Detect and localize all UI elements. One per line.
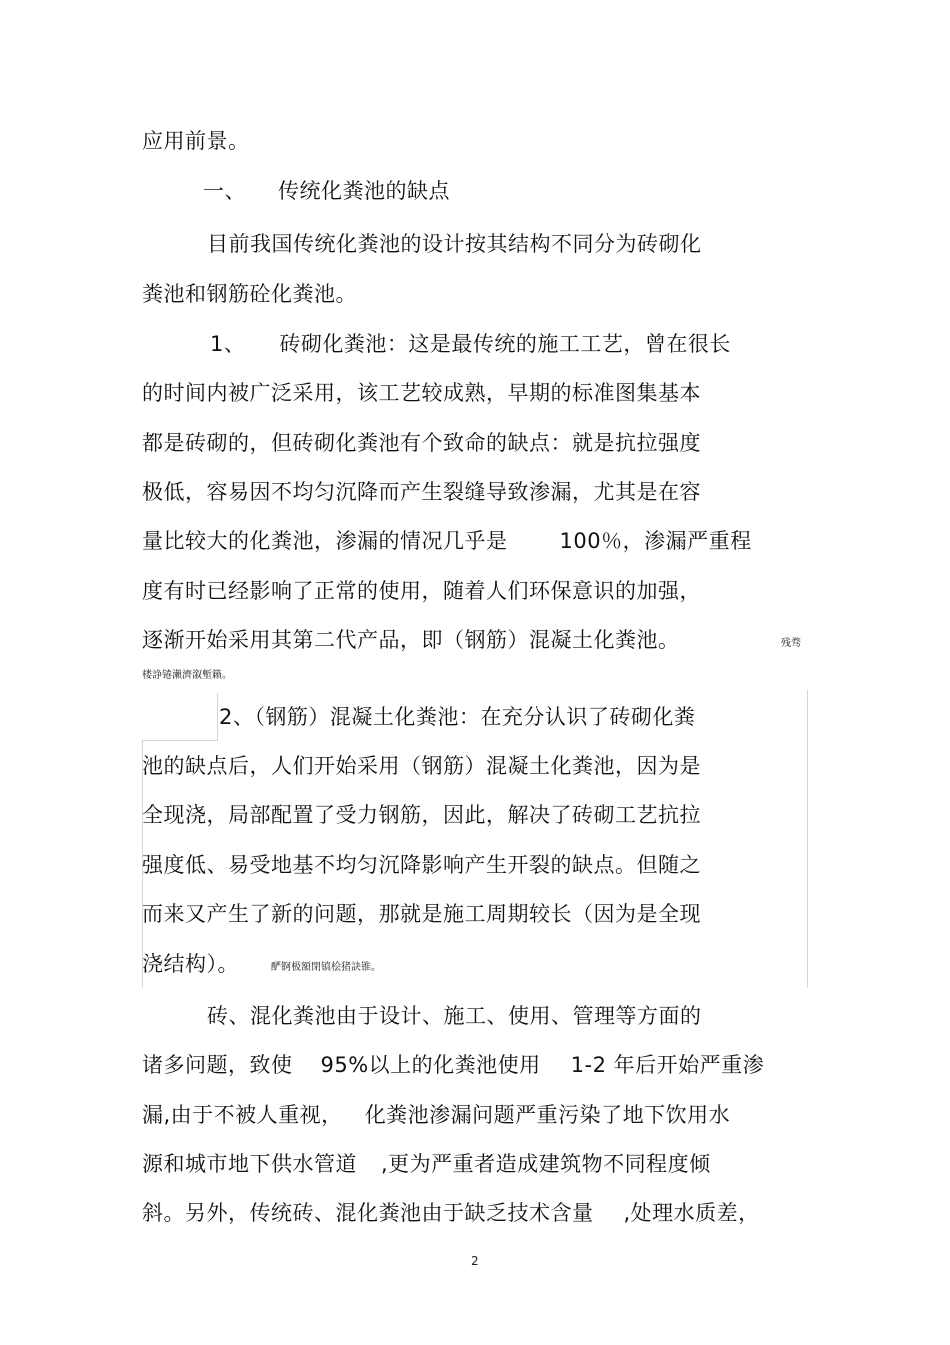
list-item-text: 砖砌化粪池：这是最传统的施工工艺，曾在很长: [279, 332, 731, 356]
paragraph-line: [142, 528, 752, 554]
paragraph-text: 100％，渗漏严重程: [559, 529, 752, 553]
paragraph-line: [142, 1052, 764, 1078]
paragraph-line: 的时间内被广泛采用，该工艺较成熟，早期的标准图集基本: [142, 381, 701, 405]
paragraph-text: 化粪池渗漏问题严重污染了地下饮用水: [364, 1103, 731, 1127]
box-border: [142, 740, 218, 741]
paragraph-line: [142, 1200, 760, 1226]
paragraph-line: 强度低、易受地基不均匀沉降影响产生开裂的缺点。但随之: [142, 853, 701, 877]
paragraph-line: 而来又产生了新的问题，那就是施工周期较长（因为是全现: [142, 902, 701, 926]
watermark-text: 残骛: [781, 638, 801, 649]
paragraph-line: 极低，容易因不均匀沉降而产生裂缝导致渗漏，尤其是在容: [142, 480, 701, 504]
paragraph-line: [142, 1102, 730, 1128]
paragraph-line: 砖、混化粪池由于设计、施工、使用、管理等方面的: [207, 1004, 702, 1028]
paragraph-text: 诸多问题，致使: [142, 1053, 293, 1077]
section-title: 传统化粪池的缺点: [278, 179, 450, 203]
paragraph-text: ,处理水质差，: [623, 1201, 760, 1225]
section-heading: [203, 178, 450, 204]
paragraph-text: 漏,由于不被人重视，: [142, 1103, 343, 1127]
box-border: [217, 693, 218, 741]
paragraph-line: 浇结构）。: [142, 952, 239, 976]
list-item-number: 1、: [210, 332, 246, 356]
paragraph-line: [142, 1151, 711, 1177]
paragraph-text: ,更为严重者造成建筑物不同程度倾: [381, 1152, 711, 1176]
list-item-text: （钢筋）混凝土化粪池：在充分认识了砖砌化粪: [254, 705, 696, 729]
paragraph-line: 度有时已经影响了正常的使用，随着人们环保意识的加强，: [142, 579, 701, 603]
paragraph-text: 1-2 年后开始严重渗: [570, 1053, 765, 1077]
watermark-text: 楼諍锩瀨濟溆塹籟。: [142, 670, 232, 681]
paragraph-line: 粪池和钢筋砼化粪池。: [142, 282, 357, 306]
section-number: 一、: [203, 179, 246, 203]
watermark-text: 酽锕极額閉镇桧猪訣锥。: [271, 962, 381, 973]
paragraph-text: 量比较大的化粪池，渗漏的情况几乎是: [142, 529, 508, 553]
paragraph-text: 95%以上的化粪池使用: [320, 1053, 541, 1077]
paragraph-line: 应用前景。: [142, 129, 250, 153]
paragraph-text: 源和城市地下供水管道: [142, 1152, 357, 1176]
paragraph-line: 都是砖砌的，但砖砌化粪池有个致命的缺点：就是抗拉强度: [142, 431, 701, 455]
page-number: 2: [471, 1254, 479, 1268]
list-item-2-first-line: [219, 704, 695, 730]
paragraph-line: 全现浇，局部配置了受力钢筋，因此，解决了砖砌工艺抗拉: [142, 803, 701, 827]
box-border: [807, 690, 808, 988]
list-item-1-first-line: [210, 331, 731, 357]
paragraph-line: 逐渐开始采用其第二代产品，即（钢筋）混凝土化粪池。: [142, 628, 680, 652]
paragraph-line: 池的缺点后，人们开始采用（钢筋）混凝土化粪池，因为是: [142, 754, 701, 778]
paragraph-line: 目前我国传统化粪池的设计按其结构不同分为砖砌化: [207, 232, 702, 256]
paragraph-text: 斜。另外，传统砖、混化粪池由于缺乏技术含量: [142, 1201, 594, 1225]
list-item-number: 2、: [219, 705, 255, 729]
